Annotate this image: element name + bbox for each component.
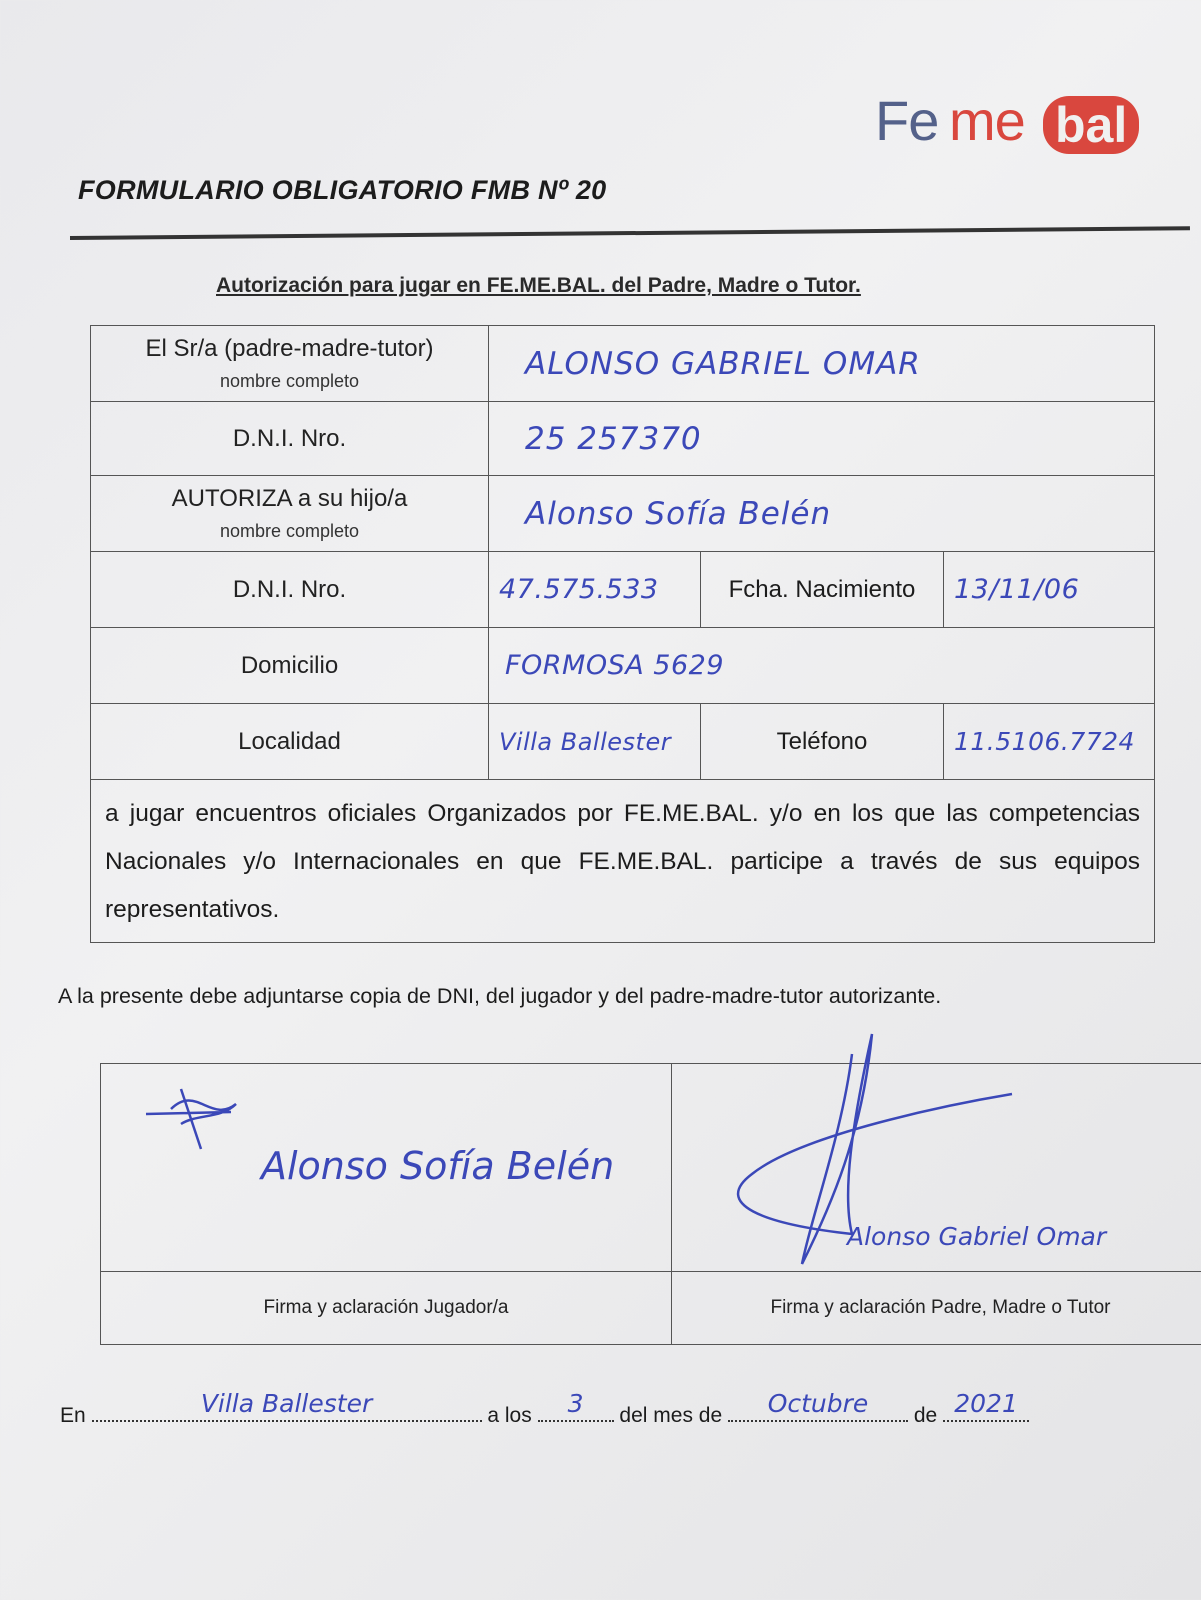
address-value[interactable]: FORMOSA 5629	[489, 628, 1155, 704]
player-signature-box[interactable]	[101, 1064, 672, 1272]
parent-name-value[interactable]: ALONSO GABRIEL OMAR	[489, 326, 1155, 402]
phone-label: Teléfono	[701, 704, 944, 780]
parent-name-sublabel: nombre completo	[219, 371, 360, 391]
logo-part-bal: bal	[1043, 96, 1139, 154]
birth-date-label: Fcha. Nacimiento	[701, 552, 944, 628]
address-label: Domicilio	[91, 628, 489, 704]
parent-dni-label: D.N.I. Nro.	[91, 402, 489, 476]
birth-date-value[interactable]: 13/11/06	[944, 552, 1155, 628]
femebal-logo	[875, 88, 1175, 158]
child-name-sublabel: nombre completo	[219, 521, 360, 541]
year-value: 2021	[954, 1389, 1018, 1418]
parent-signature-name: Alonso Gabriel Omar	[847, 1222, 1107, 1251]
form-subtitle: Autorización para jugar en FE.ME.BAL. del Padre, Madre o Tutor.	[216, 274, 861, 297]
month-field[interactable]	[728, 1389, 908, 1422]
parent-name-label: El Sr/a (padre-madre-tutor)	[145, 335, 434, 362]
year-field[interactable]	[943, 1389, 1029, 1422]
day-field[interactable]	[538, 1389, 614, 1422]
city-label: Localidad	[91, 704, 489, 780]
child-name-label-cell	[91, 476, 489, 552]
attachment-note: A la presente debe adjuntarse copia de DNI, del jugador y del padre-madre-tutor autorizante.	[58, 984, 942, 1008]
place-value: Villa Ballester	[200, 1389, 373, 1418]
place-date-line	[60, 1389, 1029, 1428]
logo-part-me: me	[949, 89, 1025, 152]
player-signature-scribble	[141, 1074, 261, 1154]
footer-en: En	[60, 1404, 86, 1427]
logo-part-fe: Fe	[875, 89, 939, 152]
child-name-label: AUTORIZA a su hijo/a	[171, 485, 408, 512]
authorization-table	[90, 325, 1155, 943]
parent-dni-value[interactable]: 25 257370	[489, 402, 1155, 476]
footer-del-mes: del mes de	[619, 1404, 723, 1427]
child-name-value[interactable]: Alonso Sofía Belén	[489, 476, 1155, 552]
child-dni-label: D.N.I. Nro.	[91, 552, 489, 628]
phone-value[interactable]: 11.5106.7724	[944, 704, 1155, 780]
signature-table	[100, 1063, 1201, 1345]
player-signature-label: Firma y aclaración Jugador/a	[101, 1272, 672, 1345]
place-field[interactable]	[92, 1389, 482, 1422]
title-divider	[70, 226, 1190, 240]
day-value: 3	[567, 1389, 584, 1418]
parent-signature-label: Firma y aclaración Padre, Madre o Tutor	[672, 1272, 1201, 1345]
child-dni-value[interactable]: 47.575.533	[489, 552, 701, 628]
city-value[interactable]: Villa Ballester	[489, 704, 701, 780]
parent-name-label-cell	[91, 326, 489, 402]
month-value: Octubre	[767, 1389, 869, 1418]
form-title: FORMULARIO OBLIGATORIO FMB Nº 20	[78, 175, 607, 205]
player-signature-name: Alonso Sofía Belén	[261, 1144, 615, 1188]
parent-signature-box[interactable]	[672, 1064, 1201, 1272]
authorization-paragraph: a jugar encuentros oficiales Organizados por FE.ME.BAL. y/o en los que las competencias Nacionales y/o Internacionales en que FE.ME.BAL. participe a través de sus equipos representativos.	[91, 780, 1155, 943]
footer-de: de	[913, 1404, 938, 1427]
footer-a-los: a los	[487, 1404, 532, 1427]
